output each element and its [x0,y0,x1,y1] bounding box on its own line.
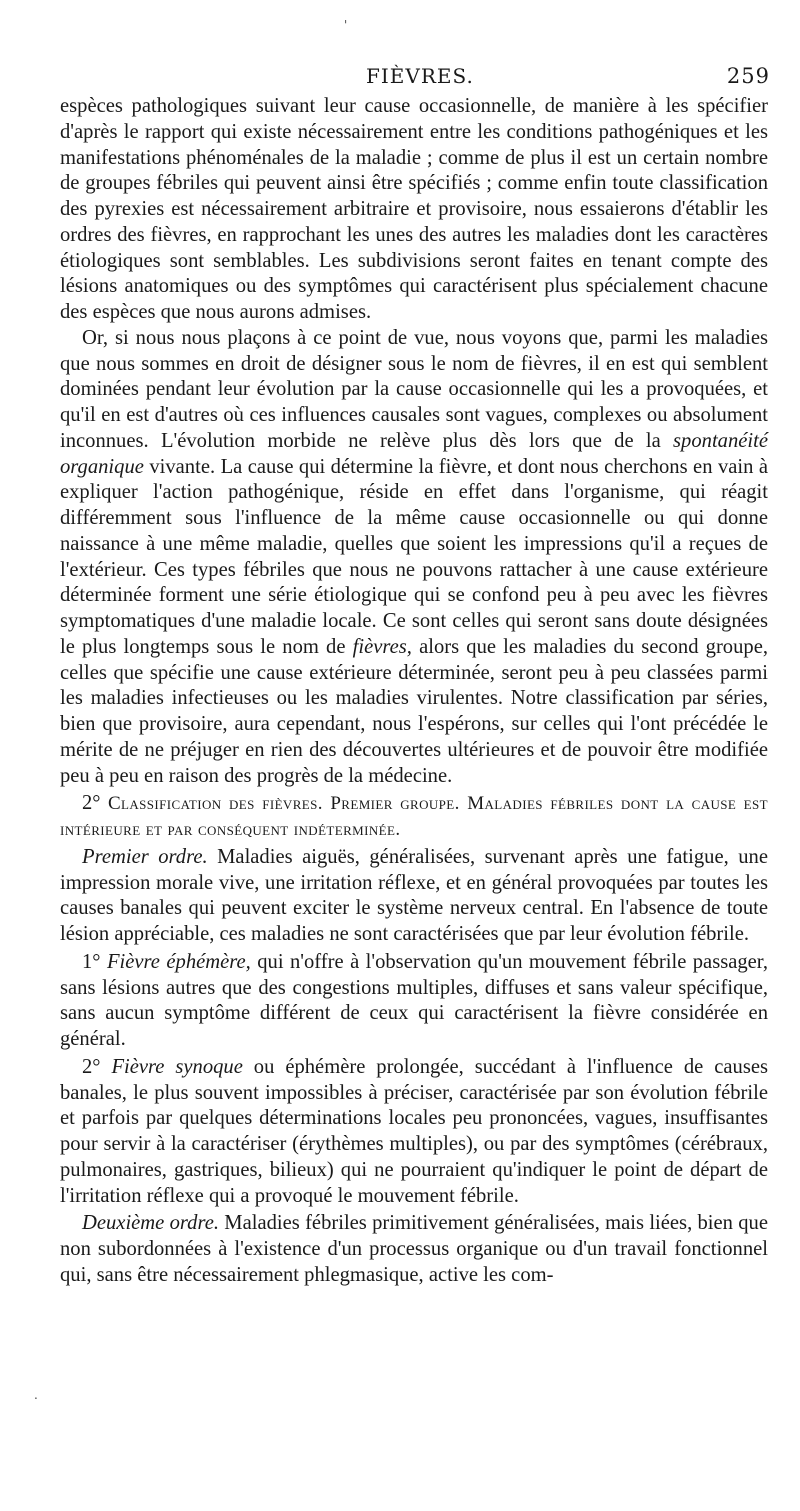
scan-speck: ' [344,18,348,32]
heading-smallcaps: Classification des fièvres. Premier groupe. Maladies fébriles dont la cause est intérieure et par conséquent indéterminée. [60,793,768,840]
paragraph-text: Or, si nous nous plaçons à ce point de vue, nous voyons que, parmi les maladies que nous sommes en droit de désigner sous le nom de fièvres, il en est qui semblent dominées pendant leur évolution par la cause occasionnelle qui les a provoquées, et qu'il en est d'autres où ces influences causales sont vagues, complexes ou absolument inconnues. L'évolution morbide ne relève plus dès lors que de la [60,326,768,452]
italic-term: Fièvre éphémère, [106,950,251,973]
book-page [60,64,768,1289]
page-body [60,94,768,1289]
paragraph-fievre-synoque [60,1055,768,1210]
paragraph-premier-ordre [60,845,768,948]
paragraph-text: Maladies aiguës, généralisées, survenant après une fatigue, une impression morale vive, une irritation réflexe, et en général provoquées par toutes les causes banales qui peuvent exciter le système nerveux central. En l'absence de toute lésion appréciable, ces maladies ne sont caractérisées que par leur évolution fébrile. [60,845,768,945]
section-heading [60,791,768,843]
paragraph-2 [60,326,768,790]
page-number: 259 [726,64,770,88]
order-label: Premier ordre. [82,845,208,868]
item-number: 2° [82,1055,112,1078]
paragraph-text: ou éphémère prolongée, succédant à l'influence de causes banales, le plus souvent impossibles à préciser, caractérisée par son évolution fébrile et parfois par quelques déterminations locales peu prononcées, vagues, insuffisantes pour servir à la caractériser (érythèmes multiples), ou par des symptômes (cérébraux, pulmonaires, gastriques, bilieux) qui ne pourraient qu'indiquer le point de départ de l'irritation réflexe qui a provoqué le mouvement fébrile. [60,1055,768,1207]
paragraph-1 [60,94,768,326]
scan-speck: . [34,1388,38,1402]
paragraph-text: espèces pathologiques suivant leur cause occasionnelle, de manière à les spécifier d'après le rapport qui existe nécessairement entre les conditions pathogéniques et les manifestations phénoménales de la maladie ; comme de plus il est un certain nombre de groupes fébriles qui peuvent ainsi être spécifiés ; comme enfin toute classification des pyrexies est nécessairement arbitraire et provisoire, nous essaierons d'établir les ordres des fièvres, en rapprochant les unes des autres les maladies dont les caractères étiologiques sont semblables. Les subdivisions seront faites en tenant compte des lésions anatomiques ou des symptômes qui caractérisent plus spécialement chacune des espèces que nous aurons admises. [60,95,768,323]
paragraph-deuxieme-ordre [60,1211,768,1288]
order-label: Deuxième ordre. [82,1212,219,1235]
paragraph-text: qui n'offre à l'observation qu'un mouvement fébrile passager, sans lésions autres que des congestions multiples, diffuses et sans valeur spécifique, sans aucun symptôme différent de ceux qui caractérisent la fièvre considérée en général. [60,950,768,1050]
italic-term: Fièvre synoque [111,1055,243,1078]
italic-term: fièvres, [352,635,412,658]
paragraph-text: Maladies fébriles primitivement généralisées, mais liées, bien que non subordonnées à l'existence d'un processus organique ou d'un travail fonctionnel qui, sans être nécessairement phlegmasique, active les com- [60,1212,768,1286]
paragraph-text: vivante. La cause qui détermine la fièvre, et dont nous cherchons en vain à expliquer l'action pathogénique, réside en effet dans l'organisme, qui réagit différemment sous l'influence de la même cause occasionnelle ou qui donne naissance à une même maladie, quelles que soient les impressions qu'il a reçues de l'extérieur. Ces types fébriles que nous ne pouvons rattacher à une cause extérieure déterminée forment une série étiologique qui se confond peu à peu avec les fièvres symptomatiques d'une maladie locale. Ce sont celles qui seront sans doute désignées le plus longtemps sous le nom de [60,455,768,658]
paragraph-text: alors que les maladies du second groupe, celles que spécifie une cause extérieure déterminée, seront peu à peu classées parmi les maladies infectieuses ou les maladies virulentes. Notre classification par séries, bien que provisoire, aura cependant, nous l'espérons, sur celles qui l'ont précédée le mérite de ne préjuger en rien des découvertes ultérieures et de pouvoir être modifiée peu à peu en raison des progrès de la médecine. [60,635,768,787]
heading-number: 2° [82,792,108,815]
running-header [60,64,768,94]
paragraph-fievre-ephemere [60,950,768,1053]
italic-term: spontanéité organique [60,429,768,478]
running-title: FIÈVRES. [366,64,474,88]
item-number: 1° [82,950,107,973]
